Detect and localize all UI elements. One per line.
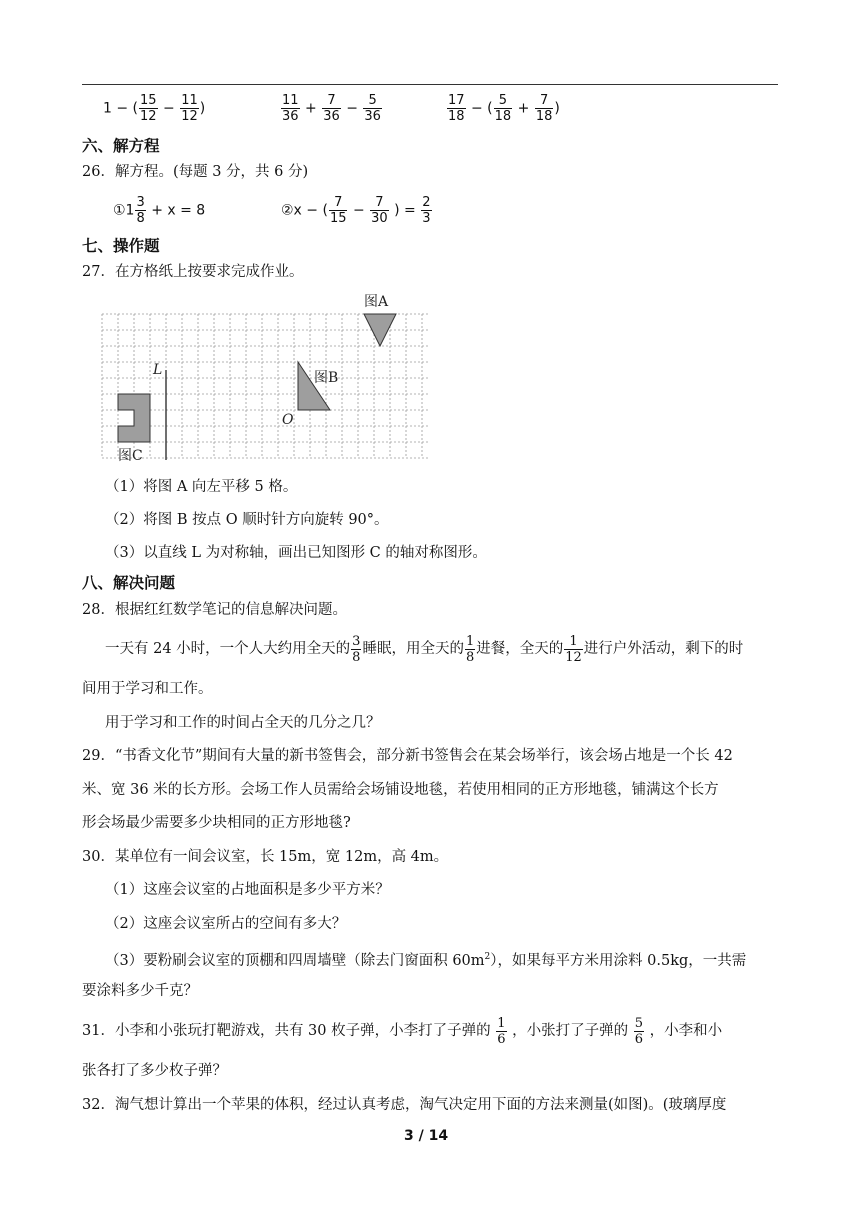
grid-figure <box>98 290 438 465</box>
section-6-title: 六、解方程 <box>82 137 160 155</box>
section-8-title: 八、解决问题 <box>82 574 176 592</box>
question-31-line-2: 张各打了多少枚子弹？ <box>82 1063 227 1079</box>
expression-2: $\frac{11}{36}$ + $\frac{7}{36}$ − $\frac{5}{36}$ <box>282 93 381 124</box>
question-30-part-3: （3）要粉刷会议室的顶棚和四周墙壁（除去门窗面积 $60m^2$），如果每平方米用涂料 0.5kg，一共需 <box>105 952 747 969</box>
question-31-line-1: 31．小李和小张玩打靶游戏，共有 30 枚子弹，小李打了子弹的 $\frac{1}{6}$ ，小张打了子弹的 $\frac{5}{6}$ ，小李和小 <box>82 1015 723 1047</box>
question-28: 28．根据红红数学笔记的信息解决问题。 <box>82 602 347 618</box>
question-30-part-1: （1）这座会议室的占地面积是多少平方米？ <box>105 882 390 898</box>
question-30-part-3-line-2: 要涂料多少千克？ <box>82 983 198 999</box>
question-27: 27．在方格纸上按要求完成作业。 <box>82 264 304 280</box>
point-o-label: O <box>282 412 294 428</box>
figure-b-label: 图B <box>314 370 339 386</box>
axis-l-label: L <box>153 362 163 378</box>
question-29-line-3: 形会场最少需要多少块相同的正方形地毯? <box>82 815 351 831</box>
figure-c-shape <box>118 394 150 442</box>
page-number: 3 / 14 <box>404 1128 449 1144</box>
question-27-part-2: （2）将图 B 按点 O 顺时针方向旋转 90°。 <box>105 512 389 528</box>
question-30-part-2: （2）这座会议室所占的空间有多大？ <box>105 916 347 932</box>
expression-1: 1 − ( $\frac{15}{12}$ − $\frac{11}{12}$ ) <box>103 93 206 124</box>
equation-1: ①1 $\frac{3}{8}$ + x = 8 <box>113 195 206 226</box>
question-26: 26．解方程。(每题 3 分，共 6 分) <box>82 164 309 180</box>
expression-3: $\frac{17}{18}$ − ( $\frac{5}{18}$ + $\frac{7}{18}$ ) <box>448 93 560 124</box>
question-30: 30．某单位有一间会议室，长 15m，宽 12m，高 4m。 <box>82 849 449 865</box>
figure-c-label: 图C <box>118 448 143 464</box>
header-rule <box>82 84 778 85</box>
figure-a-label: 图A <box>364 294 389 310</box>
section-7-title: 七、操作题 <box>82 237 160 255</box>
question-28-prompt: 用于学习和工作的时间占全天的几分之几？ <box>105 715 381 731</box>
question-29-line-2: 米、宽 36 米的长方形。会场工作人员需给会场铺设地毯，若使用相同的正方形地毯，铺满这个长方 <box>82 782 719 798</box>
question-28-paragraph-line-1: 一天有 24 小时，一个人大约用全天的 $\frac{3}{8}$ 睡眠，用全天的 $\frac{1}{8}$ 进餐，全天的 $\frac{1}{12}$ 进行户外活动，剩下的时 <box>105 633 744 665</box>
question-27-part-1: （1）将图 A 向左平移 5 格。 <box>105 479 298 495</box>
question-32: 32．淘气想计算出一个苹果的体积，经过认真考虑，淘气决定用下面的方法来测量(如图)。(玻璃厚度 <box>82 1097 727 1113</box>
question-29-line-1: 29．“书香文化节”期间有大量的新书签售会，部分新书签售会在某会场举行，该会场占地是一个长 42 <box>82 748 733 764</box>
question-28-paragraph-line-2: 间用于学习和工作。 <box>82 681 213 697</box>
equation-2: ②x − ( $\frac{7}{15}$ − $\frac{7}{30}$ ) = $\frac{2}{3}$ <box>281 195 431 226</box>
question-27-part-3: （3）以直线 L 为对称轴，画出已知图形 C 的轴对称图形。 <box>105 545 487 561</box>
